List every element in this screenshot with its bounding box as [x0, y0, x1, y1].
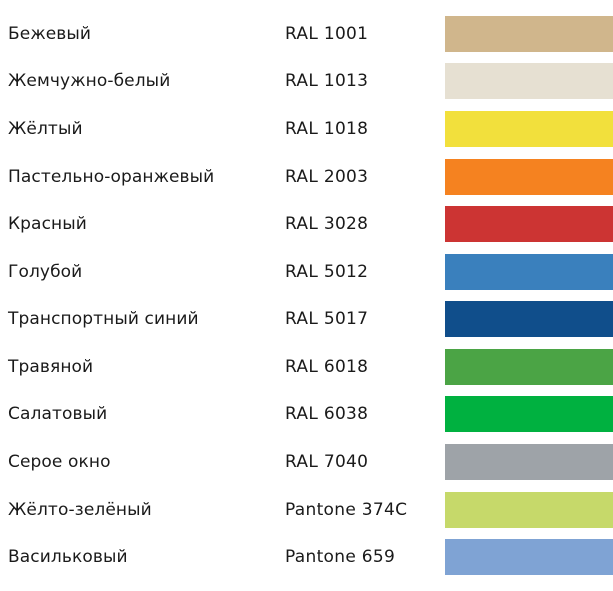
color-swatch-cell — [445, 111, 613, 147]
color-code: Pantone 374C — [285, 499, 408, 520]
color-code: RAL 3028 — [285, 214, 369, 235]
color-swatch — [445, 63, 613, 99]
color-code: Pantone 659 — [285, 547, 396, 568]
color-code: RAL 1013 — [285, 71, 369, 92]
color-swatch-cell — [445, 159, 613, 195]
color-swatch — [445, 16, 613, 52]
color-name: Васильковый — [8, 547, 128, 568]
color-name: Бежевый — [8, 23, 92, 44]
color-swatch-cell — [445, 396, 613, 432]
color-name: Жемчужно-белый — [8, 71, 171, 92]
color-name: Жёлто-зелёный — [8, 499, 152, 520]
color-name: Салатовый — [8, 404, 108, 425]
color-name: Серое окно — [8, 451, 111, 472]
color-code: RAL 5017 — [285, 309, 369, 330]
color-swatch — [445, 159, 613, 195]
table-row — [0, 105, 613, 153]
table-row — [0, 343, 613, 391]
color-swatch-cell — [445, 254, 613, 290]
color-code: RAL 6018 — [285, 356, 369, 377]
color-swatch-cell — [445, 63, 613, 99]
color-swatch-cell — [445, 492, 613, 528]
table-row — [0, 10, 613, 58]
table-row — [0, 200, 613, 248]
table-row — [0, 533, 613, 581]
table-row — [0, 438, 613, 486]
color-swatch-cell — [445, 206, 613, 242]
table-row — [0, 391, 613, 439]
color-swatch — [445, 349, 613, 385]
color-name: Травяной — [8, 356, 94, 377]
color-name: Пастельно-оранжевый — [8, 166, 215, 187]
color-swatch-cell — [445, 444, 613, 480]
color-swatch-cell — [445, 539, 613, 575]
color-swatch — [445, 301, 613, 337]
color-code: RAL 6038 — [285, 404, 369, 425]
color-code: RAL 1018 — [285, 118, 369, 139]
color-code: RAL 5012 — [285, 261, 369, 282]
color-swatch — [445, 492, 613, 528]
table-row — [0, 295, 613, 343]
table-row — [0, 153, 613, 201]
color-swatch-cell — [445, 349, 613, 385]
table-row — [0, 486, 613, 534]
color-swatch-cell — [445, 16, 613, 52]
color-swatch-cell — [445, 301, 613, 337]
color-code: RAL 7040 — [285, 451, 369, 472]
color-swatch — [445, 254, 613, 290]
color-swatch — [445, 444, 613, 480]
table-row — [0, 248, 613, 296]
color-name: Голубой — [8, 261, 83, 282]
color-name: Жёлтый — [8, 118, 83, 139]
color-swatch — [445, 111, 613, 147]
color-swatch — [445, 539, 613, 575]
color-code: RAL 1001 — [285, 23, 369, 44]
color-name: Транспортный синий — [8, 309, 199, 330]
table-row — [0, 58, 613, 106]
color-name: Красный — [8, 214, 87, 235]
color-swatch — [445, 206, 613, 242]
color-swatch — [445, 396, 613, 432]
color-code: RAL 2003 — [285, 166, 369, 187]
